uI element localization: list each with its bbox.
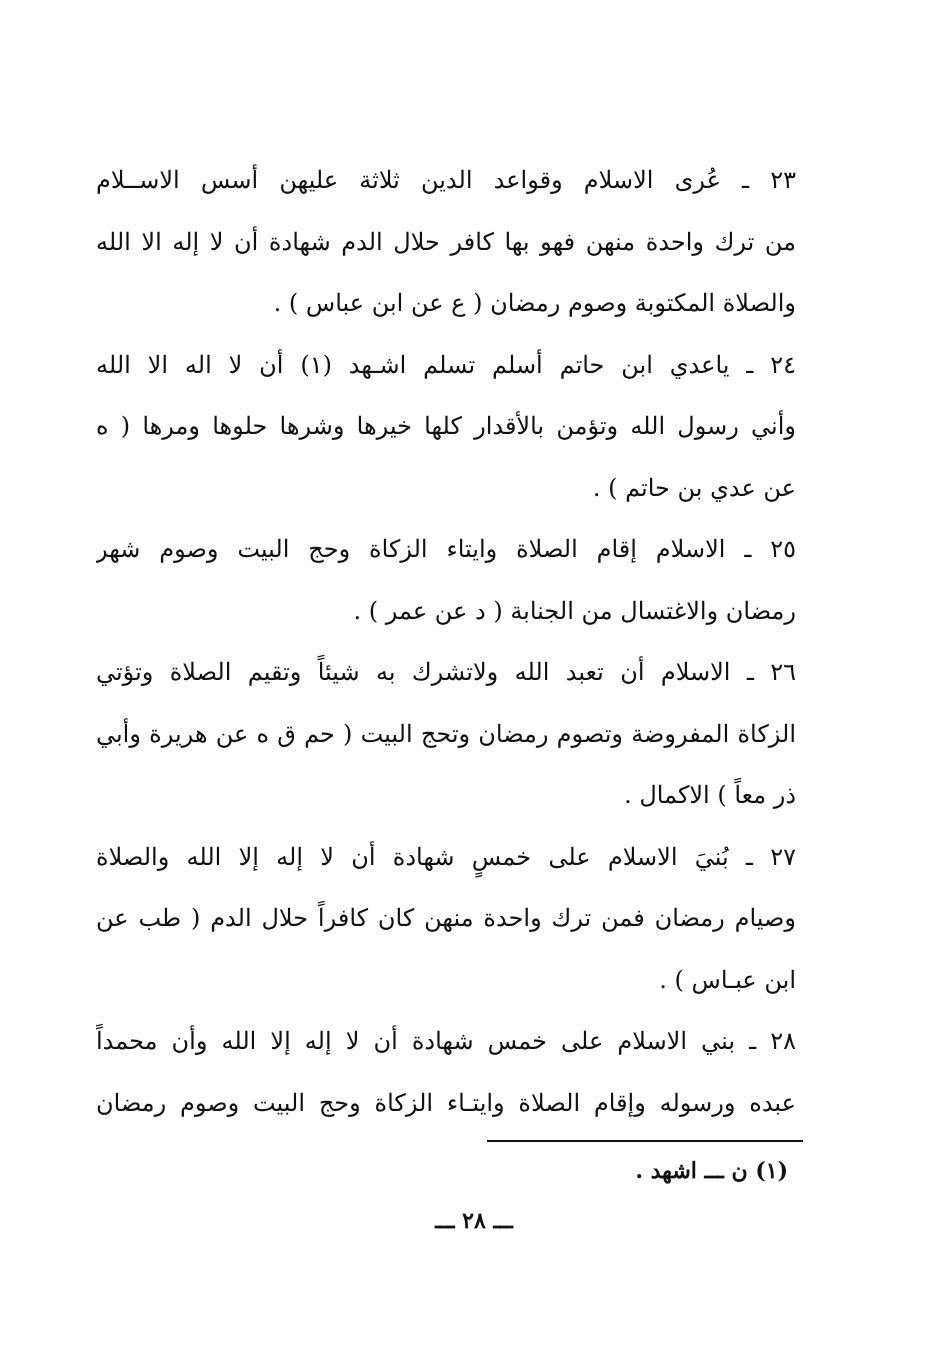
text-line: ٢٤ ـ ياعدي ابن حاتم أسلم تسلم اشـهد (١) أن لا اله الا الله: [96, 350, 796, 379]
text-line: عن عدي بن حاتم ) .: [592, 473, 796, 502]
text-line: والصلاة المكتوبة وصوم رمضان ( ع عن ابن عباس ) .: [273, 289, 796, 317]
text-line: وصيام رمضان فمن ترك واحدة منهن كان كافراً حلال الدم ( طب عن: [96, 904, 796, 932]
page-number: ـــ ٢٨ ـــ: [435, 1208, 513, 1234]
text-line: ٢٣ ـ عُرى الاسلام وقواعد الدين ثلاثة عليهن أسس الاســلام: [96, 166, 796, 194]
text-line: رمضان والاغتسال من الجنابة ( د عن عمر ) .: [353, 596, 796, 625]
text-line: عبده ورسوله وإقام الصلاة وايتـاء الزكاة وحج البيت وصوم رمضان: [96, 1088, 796, 1117]
footnote-divider: [487, 1140, 803, 1142]
text-line: ٢٥ ـ الاسلام إقام الصلاة وايتاء الزكاة وحج البيت وصوم شهر: [96, 535, 796, 563]
text-line: ٢٧ ـ بُنيَ الاسلام على خمسٍ شهادة أن لا إله إلا الله والصلاة: [96, 842, 796, 871]
text-line: ابن عبـاس ) .: [659, 965, 796, 994]
text-line: وأني رسول الله وتؤمن بالأقدار كلها خيرها وشرها حلوها ومرها ( ه: [96, 412, 796, 440]
text-line: ذر معاً ) الاكمال .: [624, 781, 796, 809]
text-line: من ترك واحدة منهن فهو بها كافر حلال الدم شهادة أن لا إله الا الله: [96, 227, 796, 256]
body-text: [96, 150, 796, 1134]
text-line: ٢٦ ـ الاسلام أن تعبد الله ولاتشرك به شيئاً وتقيم الصلاة وتؤتي: [96, 658, 796, 686]
footnote: (١) ن ـــ اشهد .: [635, 1158, 788, 1184]
text-line: الزكاة المفروضة وتصوم رمضان وتحج البيت ( حم ق ه عن هريرة وأبي: [96, 719, 796, 748]
text-line: ٢٨ ـ بني الاسلام على خمس شهادة أن لا إله إلا الله وأن محمداً: [96, 1027, 796, 1055]
